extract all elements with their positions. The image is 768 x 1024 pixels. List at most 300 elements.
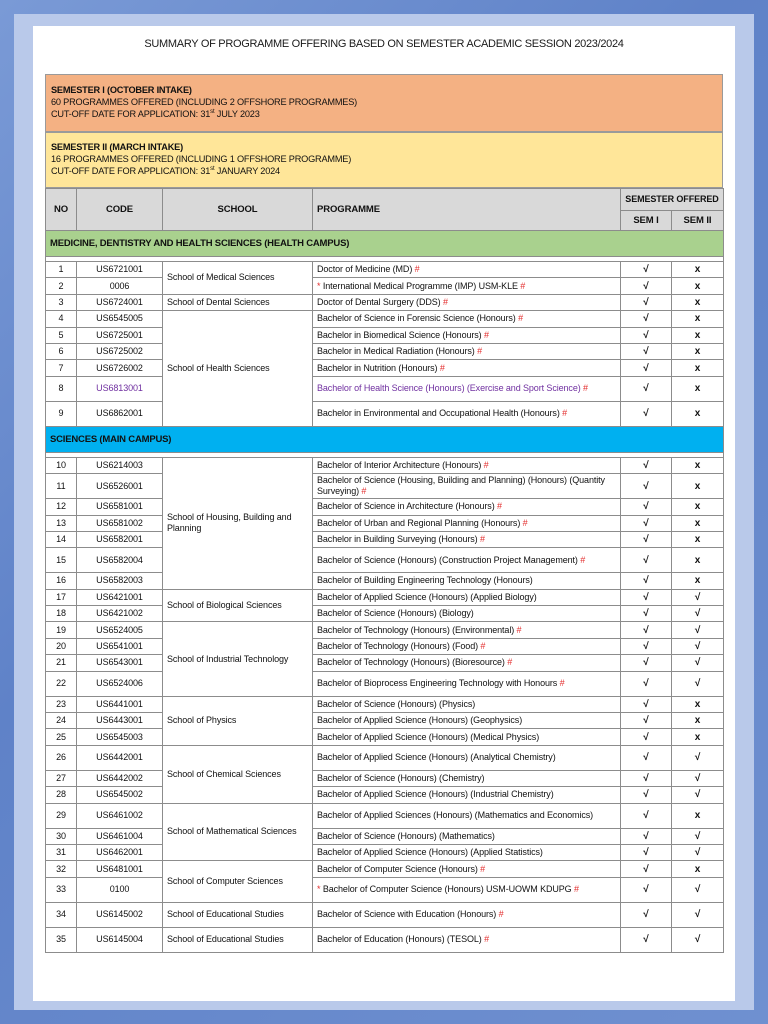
sem-1-offered: √: [621, 655, 672, 671]
sem-2-offered: x: [672, 729, 724, 745]
programme-name: [313, 638, 621, 654]
programme-code: US6725001: [77, 327, 163, 343]
sem-2-offered: √: [672, 622, 724, 638]
semester-1-count: 60 PROGRAMMES OFFERED (INCLUDING 2 OFFSHORE PROGRAMMES): [51, 97, 358, 107]
row-number: 33: [46, 877, 77, 902]
programme-code: US6545002: [77, 787, 163, 803]
sem-2-offered: x: [672, 262, 724, 278]
offshore-mark: *: [317, 884, 323, 895]
sem-2-offered: x: [672, 311, 724, 327]
programme-name: [313, 622, 621, 638]
programme-title: Bachelor of Science (Honours) (Biology): [317, 608, 474, 619]
sem-1-offered: √: [621, 745, 672, 770]
sem-1-offered: √: [621, 861, 672, 877]
sem-2-offered: x: [672, 548, 724, 573]
programme-name: [313, 531, 621, 547]
row-number: 32: [46, 861, 77, 877]
row-number: 8: [46, 376, 77, 401]
programme-title: Bachelor of Computer Science (Honours) USM-UOWM KDUPG: [322, 884, 572, 895]
programme-name: [313, 343, 621, 359]
header-semester-offered: SEMESTER OFFERED: [621, 189, 724, 211]
row-number: 29: [46, 803, 77, 828]
programme-code: US6421001: [77, 589, 163, 605]
hash-mark: #: [481, 934, 489, 945]
hash-mark: #: [481, 459, 489, 470]
programme-name: [313, 311, 621, 327]
programme-name: [313, 262, 621, 278]
programme-title: Bachelor in Medical Radiation (Honours): [317, 346, 475, 357]
programme-title: Bachelor of Education (Honours) (TESOL): [317, 934, 482, 945]
programme-name: [313, 294, 621, 310]
row-number: 23: [46, 696, 77, 712]
programme-title: Bachelor of Bioprocess Engineering Technology with Honours: [317, 678, 558, 689]
programme-name: [313, 696, 621, 712]
row-number: 11: [46, 474, 77, 499]
programme-title: Bachelor in Environmental and Occupational Health (Honours): [317, 408, 560, 419]
table-row: [46, 696, 724, 712]
programme-title: Bachelor of Applied Science (Honours) (Applied Biology): [317, 591, 537, 602]
programme-name: [313, 515, 621, 531]
sem-2-offered: √: [672, 745, 724, 770]
programme-name: [313, 360, 621, 376]
sem-2-offered: √: [672, 638, 724, 654]
table-row: [46, 573, 724, 589]
sem-2-offered: x: [672, 401, 724, 426]
row-number: 15: [46, 548, 77, 573]
programme-code: US6581001: [77, 499, 163, 515]
programme-name: [313, 787, 621, 803]
hash-mark: #: [494, 501, 502, 512]
programme-code: US6461004: [77, 828, 163, 844]
header-code: CODE: [77, 189, 163, 231]
table-row: [46, 877, 724, 902]
programme-title: Bachelor of Science (Honours) (Chemistry): [317, 773, 485, 783]
table-row: [46, 638, 724, 654]
programme-name: [313, 606, 621, 622]
programme-title: Bachelor of Science in Forensic Science (Honours): [317, 313, 516, 324]
cutoff-label: CUT-OFF DATE FOR APPLICATION: 31: [51, 109, 211, 119]
hash-mark: #: [517, 280, 526, 291]
sem-1-offered: √: [621, 294, 672, 310]
sem-2-offered: x: [672, 573, 724, 589]
sem-1-offered: √: [621, 844, 672, 860]
programme-name: [313, 745, 621, 770]
semester-2-cutoff: [51, 165, 717, 177]
programme-name: [313, 877, 621, 902]
table-row: [46, 787, 724, 803]
programme-code: US6545005: [77, 311, 163, 327]
semester-1-banner: [45, 74, 723, 132]
school-name: School of Dental Sciences: [163, 294, 313, 310]
programme-title: Bachelor in Building Surveying (Honours): [317, 534, 478, 545]
programme-code: US6582004: [77, 548, 163, 573]
sem-2-offered: x: [672, 531, 724, 547]
programme-code: US6524005: [77, 622, 163, 638]
sem-2-offered: x: [672, 499, 724, 515]
school-name: School of Educational Studies: [163, 902, 313, 927]
programme-code: US6443001: [77, 713, 163, 729]
sem-1-offered: √: [621, 499, 672, 515]
row-number: 26: [46, 745, 77, 770]
row-number: 13: [46, 515, 77, 531]
section-row: [46, 231, 724, 257]
hash-mark: #: [440, 296, 448, 307]
school-name: School of Educational Studies: [163, 927, 313, 952]
semester-2-count: 16 PROGRAMMES OFFERED (INCLUDING 1 OFFSHORE PROGRAMME): [51, 154, 352, 164]
programme-code: US6582001: [77, 531, 163, 547]
row-number: 22: [46, 671, 77, 696]
sem-1-offered: √: [621, 531, 672, 547]
programme-name: [313, 844, 621, 860]
programme-code: US6813001: [77, 376, 163, 401]
row-number: 4: [46, 311, 77, 327]
programme-code: US6721001: [77, 262, 163, 278]
sem-1-offered: √: [621, 713, 672, 729]
programme-title: Bachelor of Health Science (Honours) (Exercise and Sport Science): [317, 383, 581, 394]
sem-1-offered: √: [621, 828, 672, 844]
sem-1-offered: √: [621, 327, 672, 343]
programme-code: US6524006: [77, 671, 163, 696]
table-row: [46, 745, 724, 770]
sem-1-offered: √: [621, 787, 672, 803]
programme-name: [313, 655, 621, 671]
programme-name: [313, 861, 621, 877]
programme-name: [313, 278, 621, 294]
document-page: [33, 26, 735, 1001]
row-number: 19: [46, 622, 77, 638]
row-number: 20: [46, 638, 77, 654]
sem-2-offered: √: [672, 606, 724, 622]
semester-1-heading: SEMESTER I (OCTOBER INTAKE): [51, 85, 192, 95]
programme-name: [313, 474, 621, 499]
hash-mark: #: [577, 554, 586, 565]
programme-code: US6582003: [77, 573, 163, 589]
sem-2-offered: x: [672, 360, 724, 376]
table-row: [46, 531, 724, 547]
row-number: 7: [46, 360, 77, 376]
hash-mark: #: [496, 909, 504, 920]
hash-mark: #: [481, 329, 489, 340]
row-number: 5: [46, 327, 77, 343]
sem-1-offered: √: [621, 729, 672, 745]
programme-title: Bachelor of Applied Science (Honours) (Industrial Chemistry): [317, 789, 554, 800]
sem-1-offered: √: [621, 401, 672, 426]
cutoff-label: CUT-OFF DATE FOR APPLICATION: 31: [51, 166, 211, 176]
programme-name: [313, 770, 621, 786]
sem-2-offered: √: [672, 902, 724, 927]
row-number: 3: [46, 294, 77, 310]
programme-name: [313, 902, 621, 927]
sem-1-offered: √: [621, 638, 672, 654]
hash-mark: #: [477, 534, 485, 545]
header-sem-1: SEM I: [621, 211, 672, 231]
sem-2-offered: x: [672, 327, 724, 343]
sem-1-offered: √: [621, 278, 672, 294]
sem-2-offered: x: [672, 376, 724, 401]
programme-code: US6862001: [77, 401, 163, 426]
row-number: 12: [46, 499, 77, 515]
table-row: [46, 803, 724, 828]
table-row: [46, 401, 724, 426]
cutoff-ordinal: st: [210, 166, 215, 172]
row-number: 1: [46, 262, 77, 278]
document-title: SUMMARY OF PROGRAMME OFFERING BASED ON SEMESTER ACADEMIC SESSION 2023/2024: [144, 38, 624, 50]
header-no: NO: [46, 189, 77, 231]
table-row: [46, 902, 724, 927]
programme-title: Bachelor of Science (Honours) (Construction Project Management): [317, 554, 578, 565]
programme-code: US6581002: [77, 515, 163, 531]
table-row: [46, 606, 724, 622]
programme-code: US6481001: [77, 861, 163, 877]
school-name: School of Industrial Technology: [163, 622, 313, 696]
programme-code: US6725002: [77, 343, 163, 359]
programme-code: US6462001: [77, 844, 163, 860]
programme-title: Bachelor of Technology (Honours) (Environmental): [317, 624, 515, 635]
row-number: 34: [46, 902, 77, 927]
sem-1-offered: √: [621, 515, 672, 531]
hash-mark: #: [515, 313, 524, 324]
sem-2-offered: √: [672, 787, 724, 803]
programme-title: Bachelor of Applied Science (Honours) (Analytical Chemistry): [317, 752, 556, 763]
sem-2-offered: √: [672, 671, 724, 696]
programme-title: International Medical Programme (IMP) USM-KLE: [322, 280, 518, 291]
offshore-mark: *: [317, 280, 323, 291]
programme-name: [313, 671, 621, 696]
table-row: [46, 861, 724, 877]
sem-1-offered: √: [621, 770, 672, 786]
programme-name: [313, 828, 621, 844]
table-row: [46, 548, 724, 573]
programme-title: Bachelor of Science (Housing, Building and Planning) (Honours) (Quantity Surveying): [317, 475, 605, 497]
header-sem-2: SEM II: [672, 211, 724, 231]
table-row: [46, 327, 724, 343]
programme-code: US6541001: [77, 638, 163, 654]
row-number: 2: [46, 278, 77, 294]
row-number: 6: [46, 343, 77, 359]
table-row: [46, 713, 724, 729]
programme-title: Bachelor in Nutrition (Honours): [317, 362, 438, 373]
programme-name: [313, 729, 621, 745]
sem-1-offered: √: [621, 548, 672, 573]
hash-mark: #: [514, 624, 522, 635]
programme-code: US6421002: [77, 606, 163, 622]
sem-2-offered: x: [672, 343, 724, 359]
header-programme: PROGRAMME: [313, 189, 621, 231]
table-row: [46, 927, 724, 952]
programme-code: US6461002: [77, 803, 163, 828]
sem-1-offered: √: [621, 474, 672, 499]
school-name: School of Physics: [163, 696, 313, 745]
school-name: School of Medical Sciences: [163, 262, 313, 295]
school-name: School of Chemical Sciences: [163, 745, 313, 803]
table-row: [46, 770, 724, 786]
programme-title: Bachelor of Technology (Honours) (Bioresource): [317, 657, 505, 668]
programme-code: US6724001: [77, 294, 163, 310]
sem-2-offered: √: [672, 927, 724, 952]
programme-title: Bachelor of Technology (Honours) (Food): [317, 641, 479, 652]
programme-name: [313, 573, 621, 589]
sem-2-offered: √: [672, 828, 724, 844]
row-number: 24: [46, 713, 77, 729]
row-number: 30: [46, 828, 77, 844]
sem-2-offered: x: [672, 803, 724, 828]
sem-1-offered: √: [621, 360, 672, 376]
row-number: 35: [46, 927, 77, 952]
sem-2-offered: x: [672, 474, 724, 499]
programme-title: Bachelor of Science with Education (Honours): [317, 909, 497, 920]
programme-code: US6543001: [77, 655, 163, 671]
programme-name: [313, 499, 621, 515]
school-name: School of Housing, Building and Planning: [163, 457, 313, 589]
programme-code: US6526001: [77, 474, 163, 499]
hash-mark: #: [474, 346, 482, 357]
programme-title: Bachelor of Applied Sciences (Honours) (Mathematics and Economics): [317, 810, 594, 821]
table-row: [46, 262, 724, 278]
programme-name: [313, 803, 621, 828]
table-row: [46, 655, 724, 671]
section-title: SCIENCES (MAIN CAMPUS): [46, 426, 724, 452]
row-number: 18: [46, 606, 77, 622]
sem-2-offered: x: [672, 278, 724, 294]
hash-mark: #: [412, 264, 420, 275]
table-row: [46, 499, 724, 515]
table-row: [46, 294, 724, 310]
row-number: 27: [46, 770, 77, 786]
programme-code: US6545003: [77, 729, 163, 745]
programme-title: Bachelor of Applied Science (Honours) (Applied Statistics): [317, 847, 543, 858]
programme-code: US6442002: [77, 770, 163, 786]
programme-name: [313, 401, 621, 426]
row-number: 28: [46, 787, 77, 803]
sem-1-offered: √: [621, 573, 672, 589]
sem-1-offered: √: [621, 803, 672, 828]
table-row: [46, 311, 724, 327]
programme-title: Doctor of Medicine (MD): [317, 264, 413, 275]
table-header-row: [46, 189, 724, 211]
sem-1-offered: √: [621, 376, 672, 401]
table-row: [46, 457, 724, 473]
sem-1-offered: √: [621, 877, 672, 902]
programme-name: [313, 327, 621, 343]
sem-1-offered: √: [621, 311, 672, 327]
school-name: School of Mathematical Sciences: [163, 803, 313, 861]
hash-mark: #: [359, 486, 367, 497]
sem-1-offered: √: [621, 902, 672, 927]
table-row: [46, 474, 724, 499]
programme-code: US6145002: [77, 902, 163, 927]
programme-code: US6145004: [77, 927, 163, 952]
sem-2-offered: √: [672, 655, 724, 671]
programme-code: US6442001: [77, 745, 163, 770]
semester-2-heading: SEMESTER II (MARCH INTAKE): [51, 142, 183, 152]
programme-code: 0006: [77, 278, 163, 294]
sem-1-offered: √: [621, 589, 672, 605]
sem-2-offered: √: [672, 770, 724, 786]
programme-title: Bachelor in Biomedical Science (Honours): [317, 329, 482, 340]
table-row: [46, 589, 724, 605]
sem-2-offered: √: [672, 589, 724, 605]
row-number: 14: [46, 531, 77, 547]
table-row: [46, 828, 724, 844]
programme-title: Bachelor of Science in Architecture (Honours): [317, 501, 495, 512]
sem-1-offered: √: [621, 606, 672, 622]
programme-title: Bachelor of Science (Honours) (Mathematics): [317, 830, 495, 841]
table-row: [46, 343, 724, 359]
programme-code: US6214003: [77, 457, 163, 473]
programme-code: 0100: [77, 877, 163, 902]
hash-mark: #: [557, 678, 565, 689]
hash-mark: #: [478, 641, 486, 652]
sem-1-offered: √: [621, 457, 672, 473]
sem-2-offered: x: [672, 861, 724, 877]
sem-1-offered: √: [621, 671, 672, 696]
sem-1-offered: √: [621, 927, 672, 952]
programme-title: Bachelor of Applied Science (Honours) (Medical Physics): [317, 731, 540, 742]
programme-title: Bachelor of Urban and Regional Planning (Honours): [317, 517, 521, 528]
cutoff-date: JULY 2023: [214, 109, 260, 119]
table-row: [46, 622, 724, 638]
row-number: 21: [46, 655, 77, 671]
hash-mark: #: [437, 362, 445, 373]
sem-1-offered: √: [621, 622, 672, 638]
programme-title: Bachelor of Computer Science (Honours): [317, 863, 478, 874]
sem-2-offered: √: [672, 877, 724, 902]
section-row: [46, 426, 724, 452]
sem-2-offered: x: [672, 713, 724, 729]
sem-2-offered: x: [672, 696, 724, 712]
sem-2-offered: x: [672, 294, 724, 310]
cutoff-date: JANUARY 2024: [214, 166, 280, 176]
row-number: 25: [46, 729, 77, 745]
programme-title: Bachelor of Science (Honours) (Physics): [317, 698, 476, 709]
programme-code: US6726002: [77, 360, 163, 376]
hash-mark: #: [559, 408, 568, 419]
school-name: School of Biological Sciences: [163, 589, 313, 622]
programme-name: [313, 589, 621, 605]
hash-mark: #: [477, 863, 486, 874]
sem-2-offered: x: [672, 457, 724, 473]
programme-table: [45, 188, 724, 953]
hash-mark: #: [520, 517, 528, 528]
semester-1-cutoff: [51, 108, 717, 120]
section-title: MEDICINE, DENTISTRY AND HEALTH SCIENCES (HEALTH CAMPUS): [46, 231, 724, 257]
programme-title: Bachelor of Interior Architecture (Honours): [317, 459, 482, 470]
sem-2-offered: x: [672, 515, 724, 531]
table-row: [46, 729, 724, 745]
semester-2-banner: [45, 132, 723, 188]
row-number: 31: [46, 844, 77, 860]
school-name: School of Computer Sciences: [163, 861, 313, 902]
table-row: [46, 376, 724, 401]
programme-name: [313, 376, 621, 401]
table-row: [46, 671, 724, 696]
programme-name: [313, 713, 621, 729]
programme-name: [313, 548, 621, 573]
table-row: [46, 515, 724, 531]
programme-title: Bachelor of Applied Science (Honours) (Geophysics): [317, 715, 523, 726]
table-row: [46, 278, 724, 294]
row-number: 17: [46, 589, 77, 605]
hash-mark: #: [580, 383, 588, 394]
hash-mark: #: [571, 884, 579, 895]
sem-1-offered: √: [621, 696, 672, 712]
sem-1-offered: √: [621, 262, 672, 278]
school-name: School of Health Sciences: [163, 311, 313, 427]
row-number: 9: [46, 401, 77, 426]
row-number: 10: [46, 457, 77, 473]
sem-2-offered: √: [672, 844, 724, 860]
programme-code: US6441001: [77, 696, 163, 712]
